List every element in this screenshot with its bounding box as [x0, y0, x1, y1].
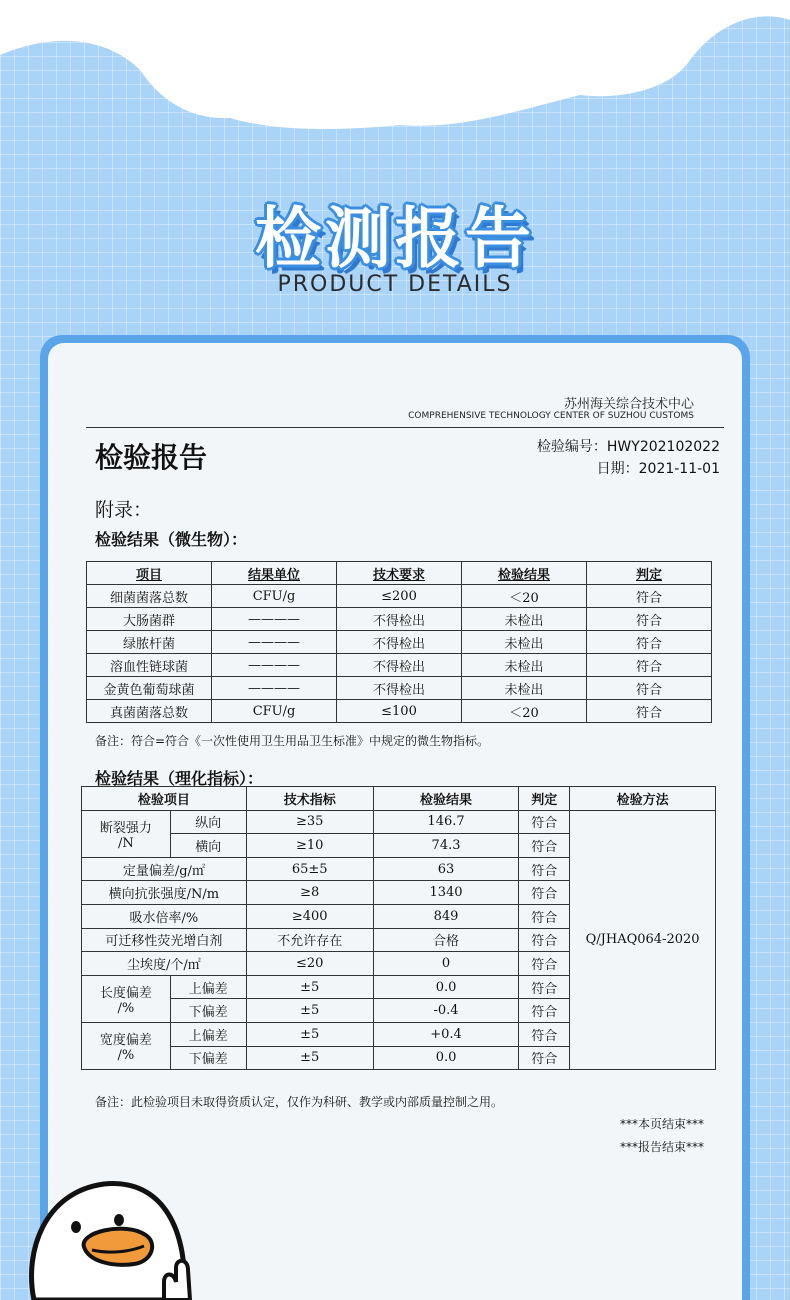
doc-title: 检验报告: [95, 441, 208, 474]
org-name-cn: 苏州海关综合技术中心: [563, 397, 694, 412]
table-row: [87, 585, 712, 608]
group-label: 断裂强力 /N: [82, 810, 171, 857]
column-header: 检验结果: [497, 567, 550, 583]
table-cell: 未检出: [462, 677, 587, 700]
table-cell: +0.4: [373, 1022, 519, 1046]
table-cell: -0.4: [373, 999, 519, 1023]
table-cell: ————: [212, 677, 337, 700]
table-cell: 定量偏差/g/㎡: [82, 857, 247, 881]
table-cell: 符合: [519, 810, 570, 834]
table-cell: ————: [212, 631, 337, 654]
table-row: [87, 677, 712, 700]
table-cell: 尘埃度/个/㎡: [82, 952, 247, 976]
appendix-label: 附录：: [95, 499, 153, 521]
micro-table: [86, 561, 712, 723]
table-cell: 可迁移性荧光增白剂: [82, 928, 247, 952]
column-header: 技术指标: [246, 787, 373, 811]
table-cell: 横向抗张强度/N/m: [82, 881, 247, 905]
table-cell: 不得检出: [337, 608, 462, 631]
table-cell: 符合: [519, 1046, 570, 1070]
table-cell: 符合: [587, 700, 712, 723]
table-cell: ±5: [246, 975, 373, 999]
group-label: 宽度偏差 /%: [82, 1022, 171, 1069]
column-header: 检验方法: [570, 787, 716, 811]
table-cell: 未检出: [462, 631, 587, 654]
table-cell: 符合: [519, 952, 570, 976]
table-cell: ＜20: [462, 585, 587, 608]
phys-section-title: 检验结果（理化指标）：: [95, 769, 264, 788]
table-cell: ————: [212, 608, 337, 631]
table-cell: 符合: [519, 975, 570, 999]
table-cell: 真菌菌落总数: [87, 700, 212, 723]
table-cell: 符合: [519, 1022, 570, 1046]
table-cell: 吸水倍率/%: [82, 904, 247, 928]
table-cell: 上偏差: [170, 1022, 246, 1046]
table-cell: 不得检出: [337, 677, 462, 700]
table-cell: 下偏差: [170, 999, 246, 1023]
report-card: [40, 335, 750, 1300]
table-cell: ≤20: [246, 952, 373, 976]
column-header: 技术要求: [372, 567, 425, 583]
org-name-en: COMPREHENSIVE TECHNOLOGY CENTER OF SUZHOU CUSTOMS: [408, 411, 694, 421]
group-label: 长度偏差 /%: [82, 975, 171, 1022]
table-cell: ≥35: [246, 810, 373, 834]
table-cell: ＜20: [462, 700, 587, 723]
table-cell: ≥400: [246, 904, 373, 928]
table-cell: 符合: [519, 857, 570, 881]
table-cell: 合格: [373, 928, 519, 952]
column-header: 判定: [635, 567, 662, 583]
cloud-decoration: [0, 0, 790, 140]
table-cell: 符合: [519, 834, 570, 858]
report-paper: [48, 343, 742, 1300]
table-cell: 849: [373, 904, 519, 928]
micro-note: 备注：符合=符合《一次性使用卫生用品卫生标准》中规定的微生物指标。: [95, 734, 490, 748]
table-cell: 绿脓杆菌: [87, 631, 212, 654]
table-cell: 0.0: [373, 975, 519, 999]
table-cell: ≤100: [337, 700, 462, 723]
table-cell: ≤200: [337, 585, 462, 608]
table-cell: 未检出: [462, 608, 587, 631]
table-cell: 不得检出: [337, 654, 462, 677]
table-cell: 下偏差: [170, 1046, 246, 1070]
table-cell: ±5: [246, 1046, 373, 1070]
end-report-marker: ***报告结束***: [619, 1140, 704, 1154]
table-cell: CFU/g: [212, 700, 337, 723]
duck-mascot-icon: [24, 1172, 224, 1300]
micro-section-title: 检验结果（微生物）：: [95, 530, 248, 549]
method-cell: Q/JHAQ064-2020: [570, 810, 716, 1070]
table-cell: CFU/g: [212, 585, 337, 608]
column-header: 判定: [519, 787, 570, 811]
table-cell: 大肠菌群: [87, 608, 212, 631]
table-cell: 65±5: [246, 857, 373, 881]
table-cell: 符合: [587, 608, 712, 631]
report-number: 检验编号：HWY202102022: [536, 439, 720, 455]
table-cell: 细菌菌落总数: [87, 585, 212, 608]
report-date: 日期：2021-11-01: [596, 461, 720, 477]
table-row: [87, 631, 712, 654]
table-row: [87, 608, 712, 631]
column-header: 项目: [135, 567, 162, 583]
table-cell: 符合: [587, 677, 712, 700]
table-cell: 溶血性链球菌: [87, 654, 212, 677]
table-cell: 符合: [587, 631, 712, 654]
table-cell: ————: [212, 654, 337, 677]
table-cell: ≥8: [246, 881, 373, 905]
table-cell: 符合: [519, 904, 570, 928]
table-row: [87, 654, 712, 677]
table-row: [87, 700, 712, 723]
column-header: 检验结果: [373, 787, 519, 811]
table-cell: 上偏差: [170, 975, 246, 999]
table-cell: 符合: [587, 654, 712, 677]
table-cell: 146.7: [373, 810, 519, 834]
table-cell: 符合: [519, 881, 570, 905]
table-cell: ≥10: [246, 834, 373, 858]
hero-subtitle: PRODUCT DETAILS: [277, 272, 513, 297]
table-cell: 未检出: [462, 654, 587, 677]
table-cell: 74.3: [373, 834, 519, 858]
table-cell: 1340: [373, 881, 519, 905]
table-cell: 0.0: [373, 1046, 519, 1070]
table-header-row: [82, 787, 716, 811]
table-cell: 纵向: [170, 810, 246, 834]
table-row: [82, 810, 716, 834]
header-divider: [86, 427, 724, 428]
table-cell: 不得检出: [337, 631, 462, 654]
hero-title: 检测报告: [255, 200, 535, 277]
end-page-marker: ***本页结束***: [619, 1117, 704, 1131]
table-header-row: [87, 562, 712, 585]
table-cell: 不允许存在: [246, 928, 373, 952]
column-header: 检验项目: [82, 787, 247, 811]
table-cell: 符合: [519, 928, 570, 952]
table-cell: ±5: [246, 1022, 373, 1046]
table-cell: ±5: [246, 999, 373, 1023]
table-cell: 符合: [587, 585, 712, 608]
table-cell: 横向: [170, 834, 246, 858]
phys-note: 备注：此检验项目未取得资质认定，仅作为科研、教学或内部质量控制之用。: [95, 1095, 504, 1109]
report-meta: [537, 436, 720, 480]
table-cell: 符合: [519, 999, 570, 1023]
table-cell: 0: [373, 952, 519, 976]
column-header: 结果单位: [247, 567, 300, 583]
phys-table: [81, 786, 716, 1070]
table-cell: 63: [373, 857, 519, 881]
table-cell: 金黄色葡萄球菌: [87, 677, 212, 700]
